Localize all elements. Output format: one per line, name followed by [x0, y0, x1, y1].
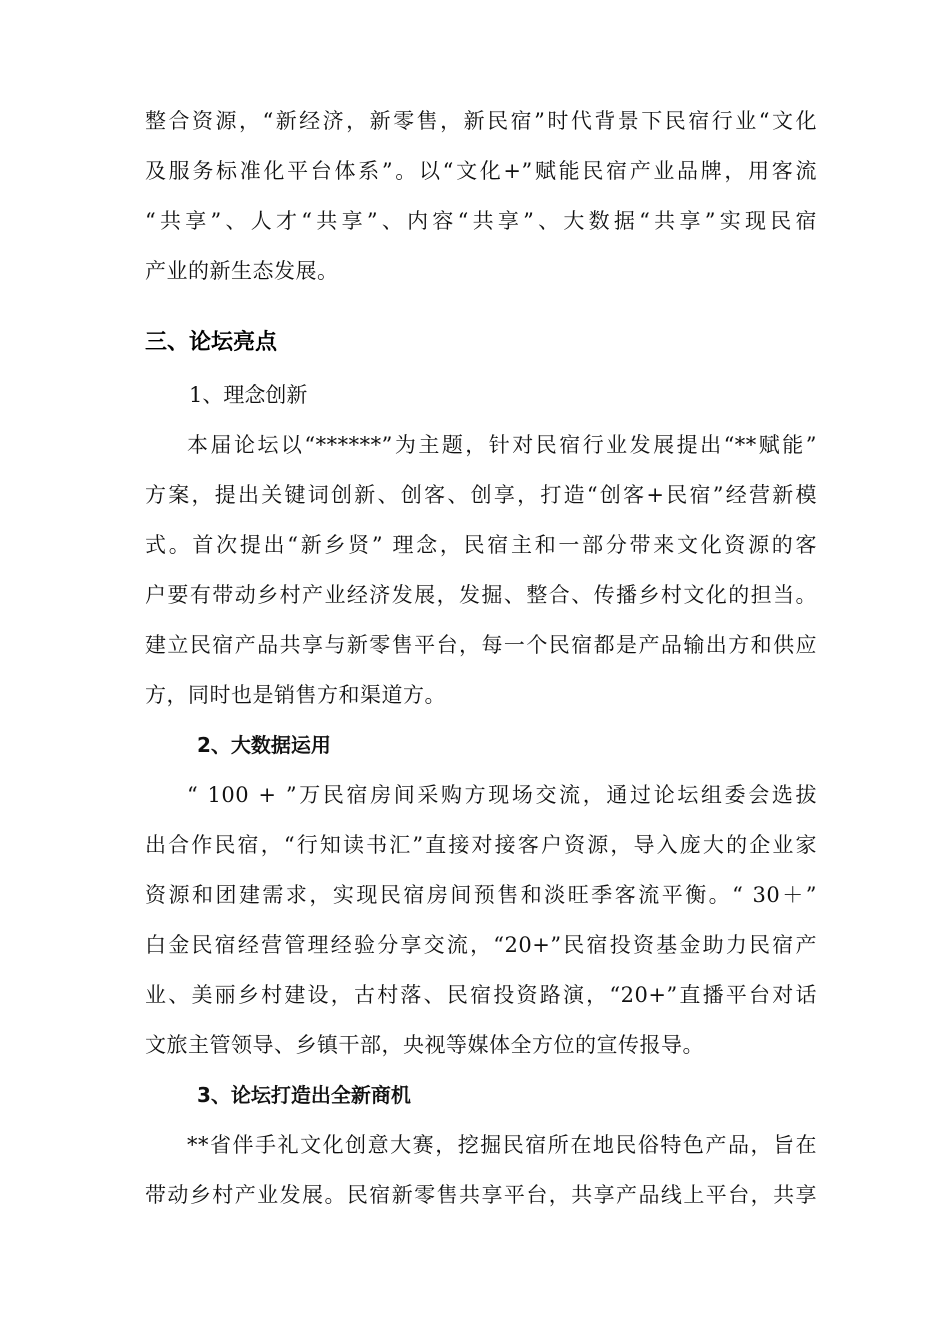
text-line: 出合作民宿，“行知读书汇”直接对接客户资源，导入庞大的企业家 [145, 833, 817, 857]
subsection-3-paragraph [145, 1120, 817, 1220]
text-line: 资源和团建需求，实现民宿房间预售和淡旺季客流平衡。“ 30＋” [145, 883, 817, 907]
text-line: 建立民宿产品共享与新零售平台，每一个民宿都是产品输出方和供应 [145, 633, 817, 657]
text-line: 本届论坛以“******”为主题，针对民宿行业发展提出“**赋能” [187, 433, 817, 457]
text-line: “共享”、人才“共享”、内容“共享”、大数据“共享”实现民宿 [145, 209, 817, 233]
text-line: 文旅主管领导、乡镇干部，央视等媒体全方位的宣传报导。 [145, 1033, 704, 1057]
subsection-2-paragraph [145, 770, 817, 1070]
text-line: **省伴手礼文化创意大赛，挖掘民宿所在地民俗特色产品，旨在 [187, 1133, 817, 1157]
text-line: 业、美丽乡村建设，古村落、民宿投资路演，“20+”直播平台对话 [145, 983, 817, 1007]
text-line: 整合资源，“新经济，新零售，新民宿”时代背景下民宿行业“文化 [145, 109, 817, 133]
subsection-1-paragraph [145, 420, 817, 720]
text-line: 户要有带动乡村产业经济发展，发掘、整合、传播乡村文化的担当。 [145, 583, 817, 607]
subsection-title-2: 2、大数据运用 [197, 733, 331, 757]
text-line: “ 100 + ”万民宿房间采购方现场交流，通过论坛组委会选拔 [187, 783, 817, 807]
text-line: 带动乡村产业发展。民宿新零售共享平台，共享产品线上平台，共享 [145, 1183, 817, 1207]
subsection-title-1: 1、理念创新 [189, 383, 308, 407]
text-line: 方，同时也是销售方和渠道方。 [145, 683, 446, 707]
text-line: 白金民宿经营管理经验分享交流，“20+”民宿投资基金助力民宿产 [145, 933, 817, 957]
text-line: 方案，提出关键词创新、创客、创享，打造“创客+民宿”经营新模 [145, 483, 817, 507]
section-heading: 三、论坛亮点 [145, 330, 278, 355]
text-line: 产业的新生态发展。 [145, 259, 339, 283]
subsection-title-3: 3、论坛打造出全新商机 [197, 1083, 411, 1107]
document-body [145, 96, 817, 1220]
text-line: 及服务标准化平台体系”。以“文化+”赋能民宿产业品牌，用客流 [145, 159, 817, 183]
intro-paragraph [145, 96, 817, 296]
text-line: 式。首次提出“新乡贤” 理念，民宿主和一部分带来文化资源的客 [145, 533, 817, 557]
